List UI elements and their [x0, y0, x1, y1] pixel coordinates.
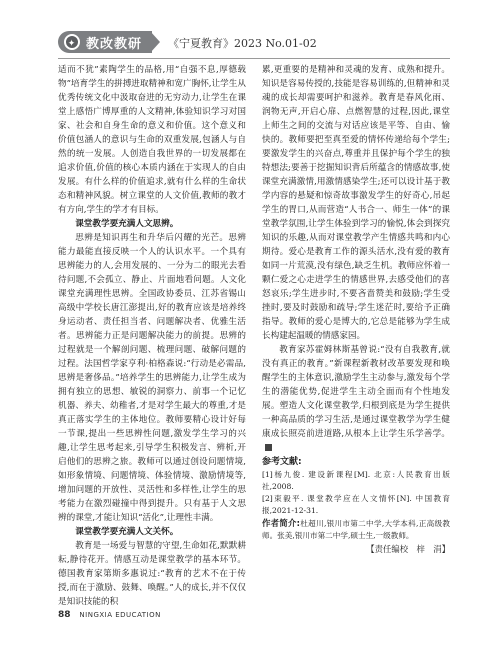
- right-column: [262, 63, 450, 556]
- page-footer: [58, 610, 450, 620]
- paragraph: 适而不犹”素陶学生的品格,用“自强不息,厚德载物”培育学生的拼搏进取精神和宽广胸怀,让学生从优秀传统文化中汲取奋进的无穷动力,让学生在课堂上感悟广博厚重的人文精神,体验知识学习对国家、社会和自身生命的意义和价值。这个意义和价值包涵人的意识与生命的双重发展,包涵人与自然的统一发展。人创造自我世界的一切发展都在追求价值,价值的核心本质内涵在于实现人的自由发展。有什么样的价值追求,就有什么样的生命状态和精神风貌。树立课堂的人文价值,教师的教才有方向,学生的学才有目标。: [58, 65, 246, 215]
- badge-arrow-icon: [150, 31, 160, 53]
- header-rule: [58, 58, 450, 59]
- reference-item: [2]束毅平. 课堂教学应在人文情怀[N]. 中国教育报,2021-12-31.: [262, 494, 450, 515]
- author-text: 杜超川,银川市第二中学,大学本科,正高级教师。张美,银川市第二中学,硕士生,一级教师。: [262, 519, 450, 540]
- editor-credit: 【责任编校 梓 涓】: [366, 544, 450, 554]
- author-label: 作者简介:: [262, 518, 301, 528]
- badge-circle-icon: ✦: [64, 34, 80, 50]
- end-mark-icon: [265, 444, 272, 451]
- author-bio: [262, 517, 450, 542]
- left-column: [58, 63, 246, 609]
- page-number: 88: [58, 610, 71, 620]
- references-title: 参考文献:: [262, 457, 302, 467]
- paragraph-text: 教育家苏霍姆林斯基曾说:“没有自我教育,就没有真正的教育。”新课程新教材改革要发现和唤醒学生的主体意识,激励学生主动参与,激发每个学生的潜能优势,促进学生主动全面而有个性地发展。塑造人文化课堂教学,归根到底是为学生提供一种高品质的学习生活,是通过课堂教学为学生健康成长照亮前进道路,从根本上让学生乐学善学。: [262, 345, 450, 439]
- section-heading: 课堂教学要充满人文思辨。: [75, 219, 179, 229]
- paragraph: 教育是一场爱与智慧的守望,生命如花,默默耕耘,静待花开。情感互动是课堂教学的基本环节。德国教育家第斯多惠说过:“教育的艺术不在于传授,而在于激励、鼓舞、唤醒。”人的成长,并不仅仅是知识技能的积: [58, 541, 246, 607]
- paragraph: [262, 343, 450, 455]
- issue-label: 《宁夏教育》2023 No.01-02: [168, 37, 317, 50]
- paragraph: 累,更重要的是精神和灵魂的发育、成熟和提升。知识是容易传授的,技能是容易训练的,但精神和灵魂的成长却需要呵护和滋养。教育是春风化雨、润物无声,开启心扉、点燃智慧的过程,因此,课堂上师生之间的交流与对话应该是平等、自由、愉快的。教师要把至真至爱的情怀传递给每个学生;要激发学生的兴奋点,尊重并且保护每个学生的独特想法;要善于挖掘知识背后所蕴含的情感故事,使课堂充满激情,用激情感染学生;还可以设计基于教学内容的悬疑和惊奇故事激发学生的好奇心,吊起学生的胃口,从而营造“人书合一、师生一体”的课堂教学氛围,让学生体验到学习的愉悦,体会到探究知识的乐趣,从而对课堂教学产生情感共鸣和内心期待。爱心是教育工作的源头活水,没有爱的教育如同一片荒漠,没有绿色,缺乏生机。教师应怀着一颗仁爱之心走进学生的情感世界,去感受他们的喜怒哀乐;学生进步时,不要吝啬赞美和鼓励;学生受挫时,要及时鼓励和疏导;学生迷茫时,要给予正确指导。教师的爱心是博大的,它总是能够为学生成长构建起温暖的情感家园。: [262, 65, 450, 341]
- reference-item: [1]杨九俊. 建设新课程[M]. 北京:人民教育出版社,2008.: [262, 470, 450, 491]
- section-badge: [58, 31, 152, 53]
- section-badge-label: 教改教研: [86, 36, 143, 52]
- page-header: [0, 0, 480, 66]
- publication-name: NINGXIA EDUCATION: [79, 611, 161, 619]
- section-heading: 课堂教学要充满人文关怀。: [75, 527, 179, 537]
- paragraph: 思辨是知识再生和升华后闪耀的光芒。思辨能力最能直接反映一个人的认识水平。一个具有思辨能力的人,会用发展的、一分为二的眼光去看待问题,不会孤立、静止、片面地看问题。人文化课堂充满理性思辨。全国政协委员、江苏省锡山高级中学校长唐江澎提出,好的教育应该是培养终身运动者、责任担当者、问题解决者、优雅生活者。思辨能力正是问题解决能力的前提。思辨的过程就是一个解剖问题、梳理问题、破解问题的过程。法国哲学家亨利·柏格森说:“行动是必需品,思辨是奢侈品。”培养学生的思辨能力,让学生成为拥有独立的思想、敏锐的洞察力、前事一个记忆机器、养夫、幼稚者,才是对学生最大的尊重,才是真正落实学生的主体地位。教师要精心设计好每一节课,提出一些思辨性问题,激发学生学习的兴趣,让学生思考起来,引导学生积极发言、辨析,开启他们的思辨之旅。教师可以通过创设问题情境,如形象情境、问题情境、体验情境、激励情境等,增加问题的开放性、灵活性和多样性,让学生的思考能力在激烈碰撞中得到提升。只有基于人文思辨的课堂,才能让知识“活化”,让理性丰满。: [58, 233, 246, 523]
